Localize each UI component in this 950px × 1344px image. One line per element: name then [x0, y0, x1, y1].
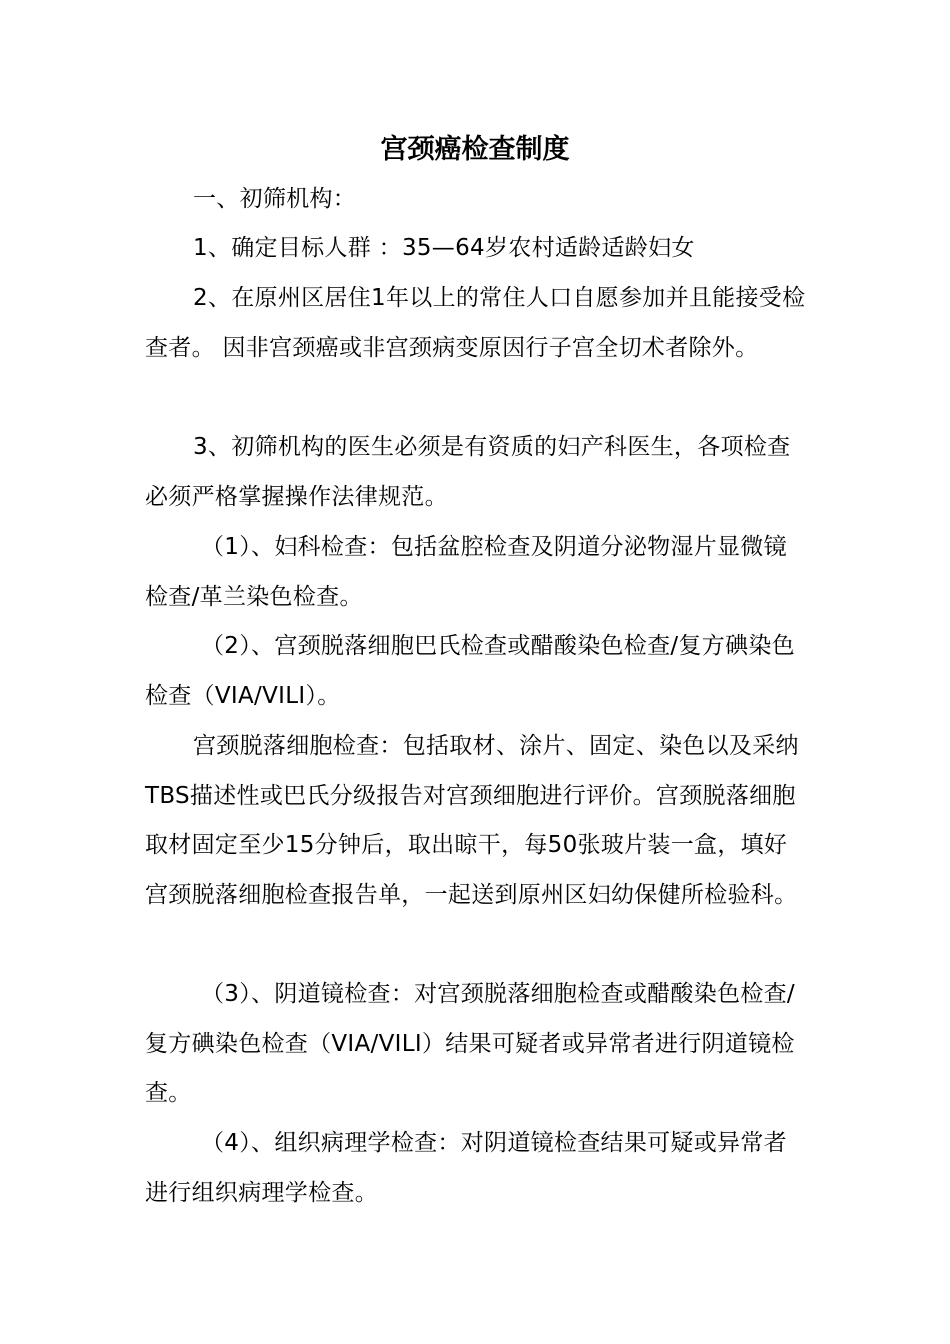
paragraph-cytology: 宫颈脱落细胞检查：包括取材、涂片、固定、染色以及采纳TBS描述性或巴氏分级报告对宫颈细胞进行评价。宫颈脱落细胞取材固定至少15分钟后，取出晾干，每50张玻片装一盒，填好宫颈脱落细胞检查报告单，一起送到原州区妇幼保健所检验科。 [145, 733, 799, 908]
document-title: 宫颈癌检查制度 [380, 134, 570, 165]
paragraph-item-3: （3）、阴道镜检查：对宫颈脱落细胞检查或醋酸染色检查/复方碘染色检查（VIA/VILI）结果可疑者或异常者进行阴道镜检查。 [145, 981, 795, 1107]
paragraph-item-1: （1）、妇科检查：包括盆腔检查及阴道分泌物湿片显微镜检查/革兰染色检查。 [145, 534, 787, 610]
paragraph-3: 3、初筛机构的医生必须是有资质的妇产科医生，各项检查必须严格掌握操作法律规范。 [145, 434, 791, 510]
paragraph-1: 1、确定目标人群 ：35—64岁农村适龄适龄妇女 [193, 235, 695, 261]
paragraph-2: 2、在原州区居住1年以上的常住人口自愿参加并且能接受检查者。 因非宫颈癌或非宫颈病变原因行子宫全切术者除外。 [145, 285, 806, 361]
section-heading: 一、初筛机构： [193, 186, 357, 212]
paragraph-item-4: （4）、组织病理学检查：对阴道镜检查结果可疑或异常者进行组织病理学检查。 [145, 1130, 787, 1206]
paragraph-item-2: （2）、宫颈脱落细胞巴氏检查或醋酸染色检查/复方碘染色检查（VIA/VILI）。 [145, 633, 795, 709]
